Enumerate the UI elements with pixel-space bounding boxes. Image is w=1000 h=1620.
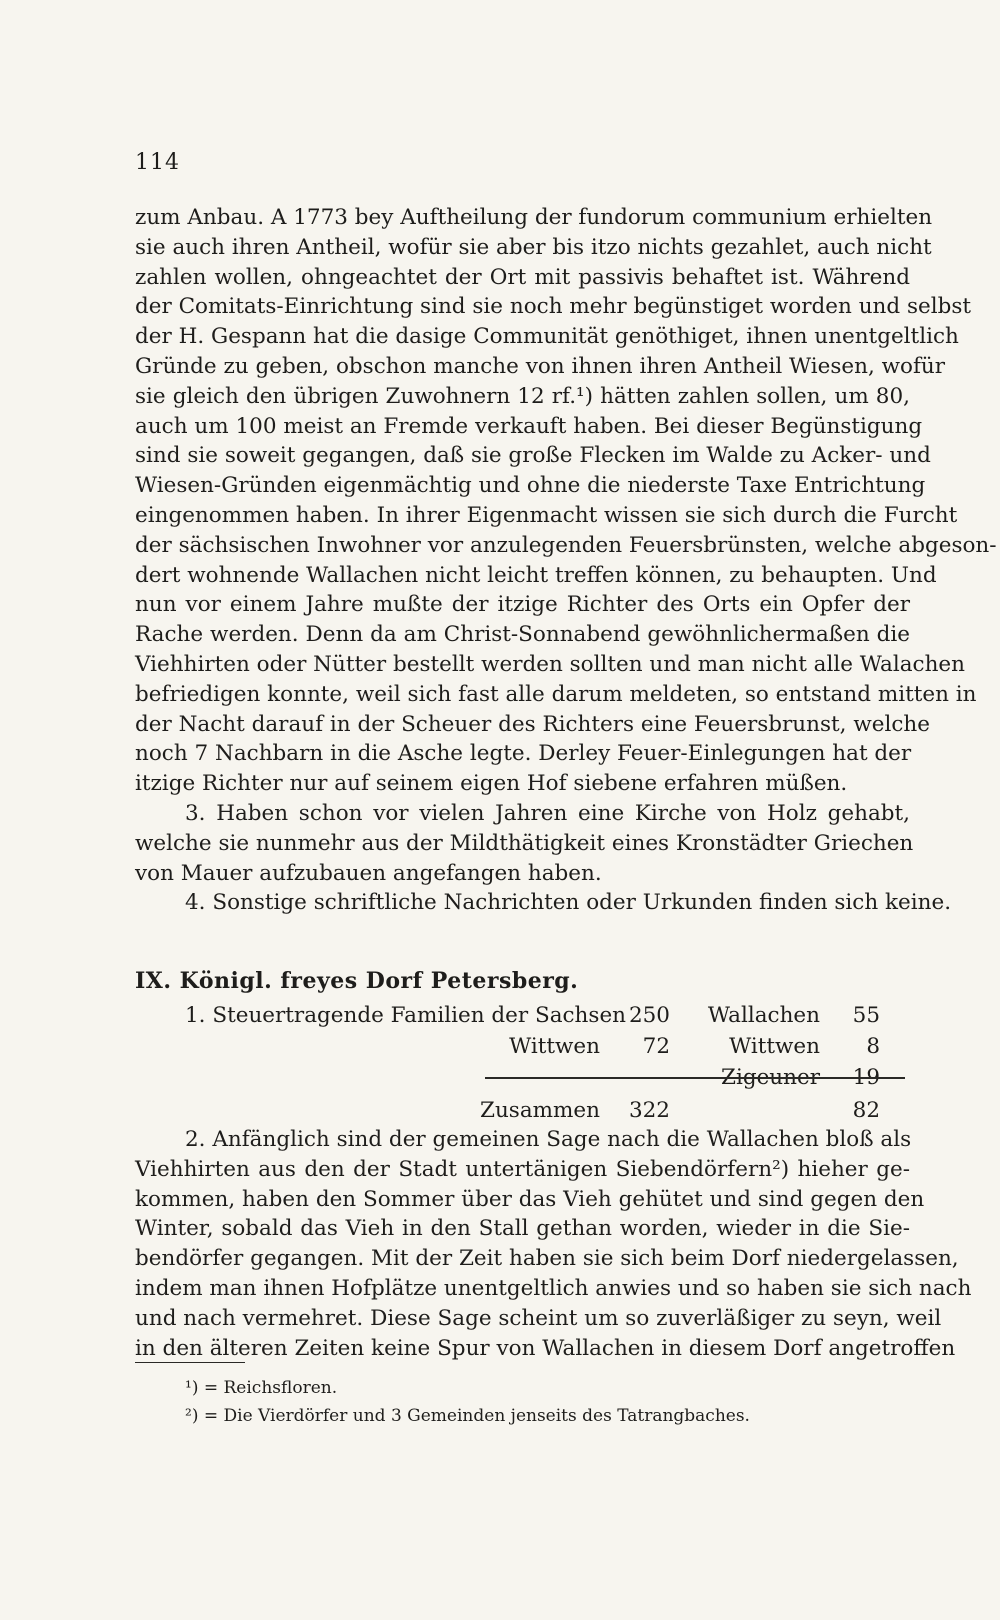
tally-value: 19 [852, 1065, 880, 1090]
text-line: auch um 100 meist an Fremde verkauft haben. Bei dieser Begünstigung [135, 413, 923, 439]
footnote [185, 1374, 750, 1402]
text-line: 2. Anfänglich sind der gemeinen Sage nach die Wallachen bloß als [185, 1127, 912, 1152]
text-line: Rache werden. Denn da am Christ-Sonnabend gewöhnlichermaßen die [135, 622, 910, 648]
population-tally [135, 1000, 910, 1126]
tally-value: 250 [628, 1003, 670, 1028]
text-line: nun vor einem Jahre mußte der itzige Richter des Orts ein Opfer der [135, 592, 910, 618]
text-line: befriedigen konnte, weil sich fast alle darum meldeten, so entstand mitten in [135, 681, 977, 707]
footnotes [185, 1374, 750, 1430]
sum-rule [485, 1077, 905, 1079]
footnote-text: = Reichsfloren. [203, 1378, 338, 1398]
text-line: zum Anbau. A 1773 bey Auftheilung der fundorum communium erhielten [135, 205, 933, 230]
text-line: der Nacht darauf in der Scheuer des Richters eine Feuersbrunst, welche [135, 711, 930, 737]
tally-total-value: 322 [628, 1098, 670, 1123]
text-line: Gründe zu geben, obschon manche von ihnen ihren Antheil Wiesen, wofür [135, 353, 946, 379]
item-3-line: von Mauer aufzubauen angefangen haben. [135, 860, 602, 886]
tally-row [135, 1031, 910, 1062]
tally-total-label: Zusammen [480, 1098, 600, 1123]
text-line: der H. Gespann hat die dasige Communität genöthiget, ihnen unentgeltlich [135, 324, 959, 350]
text-line: sind sie soweit gegangen, daß sie große Flecken im Walde zu Acker- und [135, 443, 931, 469]
text-line: indem man ihnen Hofplätze unentgeltlich anwies und so haben sie sich nach [135, 1275, 972, 1301]
text-line: dert wohnende Wallachen nicht leicht treffen können, zu behaupten. Und [135, 562, 937, 588]
text-line: und nach vermehret. Diese Sage scheint um so zuverläßiger zu seyn, weil [135, 1305, 942, 1331]
text-line: itzige Richter nur auf seinem eigen Hof siebene erfahren müßen. [135, 771, 848, 797]
footnote-text: = Die Vierdörfer und 3 Gemeinden jenseits des Tatrangbaches. [203, 1406, 750, 1426]
text-line: sie auch ihren Antheil, wofür sie aber bis itzo nichts gezahlet, auch nicht [135, 234, 932, 260]
footnote-mark: ¹) [185, 1378, 199, 1398]
text-line: Wiesen-Gründen eigenmächtig und ohne die niederste Taxe Entrichtung [135, 473, 926, 499]
tally-label: Zigeuner [721, 1065, 820, 1090]
tally-row [135, 1000, 910, 1031]
text-line: in den älteren Zeiten keine Spur von Wallachen in diesem Dorf angetroffen [135, 1335, 956, 1361]
text-line: eingenommen haben. In ihrer Eigenmacht wissen sie sich durch die Furcht [135, 502, 958, 528]
text-line: Winter, sobald das Vieh in den Stall gethan worden, wieder in die Sie- [135, 1216, 910, 1242]
text-line: kommen, haben den Sommer über das Vieh gehütet und sind gegen den [135, 1186, 925, 1212]
tally-value: 8 [866, 1034, 880, 1059]
tally-label: Wittwen [509, 1034, 600, 1059]
tally-label: Wittwen [729, 1034, 820, 1059]
tally-value: 72 [642, 1034, 670, 1059]
page-number: 114 [135, 150, 180, 175]
text-line: der sächsischen Inwohner vor anzulegenden Feuersbrünsten, welche abgeson- [135, 532, 997, 558]
footnote [185, 1402, 750, 1430]
tally-label: 1. Steuertragende Familien der Sachsen [185, 1003, 627, 1028]
item-3-line: 3. Haben schon vor vielen Jahren eine Kirche von Holz gehabt, [185, 800, 910, 826]
footnote-mark: ²) [185, 1406, 199, 1426]
text-line: der Comitats-Einrichtung sind sie noch mehr begünstiget worden und selbst [135, 294, 972, 320]
item-4-line: 4. Sonstige schriftliche Nachrichten oder Urkunden finden sich keine. [185, 890, 952, 916]
text-line: Viehhirten oder Nütter bestellt werden sollten und man nicht alle Walachen [135, 651, 966, 677]
footnote-rule [135, 1362, 245, 1363]
text-line: Viehhirten aus den der Stadt untertänigen Siebendörfern²) hieher ge- [135, 1156, 910, 1182]
tally-value: 55 [852, 1003, 880, 1028]
section-heading: IX. Königl. freyes Dorf Petersberg. [135, 968, 579, 994]
tally-total-value: 82 [852, 1098, 880, 1123]
tally-label: Wallachen [707, 1003, 820, 1028]
tally-total-row [135, 1095, 910, 1126]
text-line: zahlen wollen, ohngeachtet der Ort mit passivis behaftet ist. Während [135, 264, 910, 290]
text-line: sie gleich den übrigen Zuwohnern 12 rf.¹) hätten zahlen sollen, um 80, [135, 383, 910, 409]
paragraph-continuation [135, 203, 997, 918]
item-3-line: welche sie nunmehr aus der Mildthätigkeit eines Kronstädter Griechen [135, 830, 914, 856]
text-line: bendörfer gegangen. Mit der Zeit haben sie sich beim Dorf niedergelassen, [135, 1246, 959, 1272]
paragraph-item-2 [135, 1125, 972, 1363]
text-line: noch 7 Nachbarn in die Asche legte. Derley Feuer-Einlegungen hat der [135, 741, 912, 767]
